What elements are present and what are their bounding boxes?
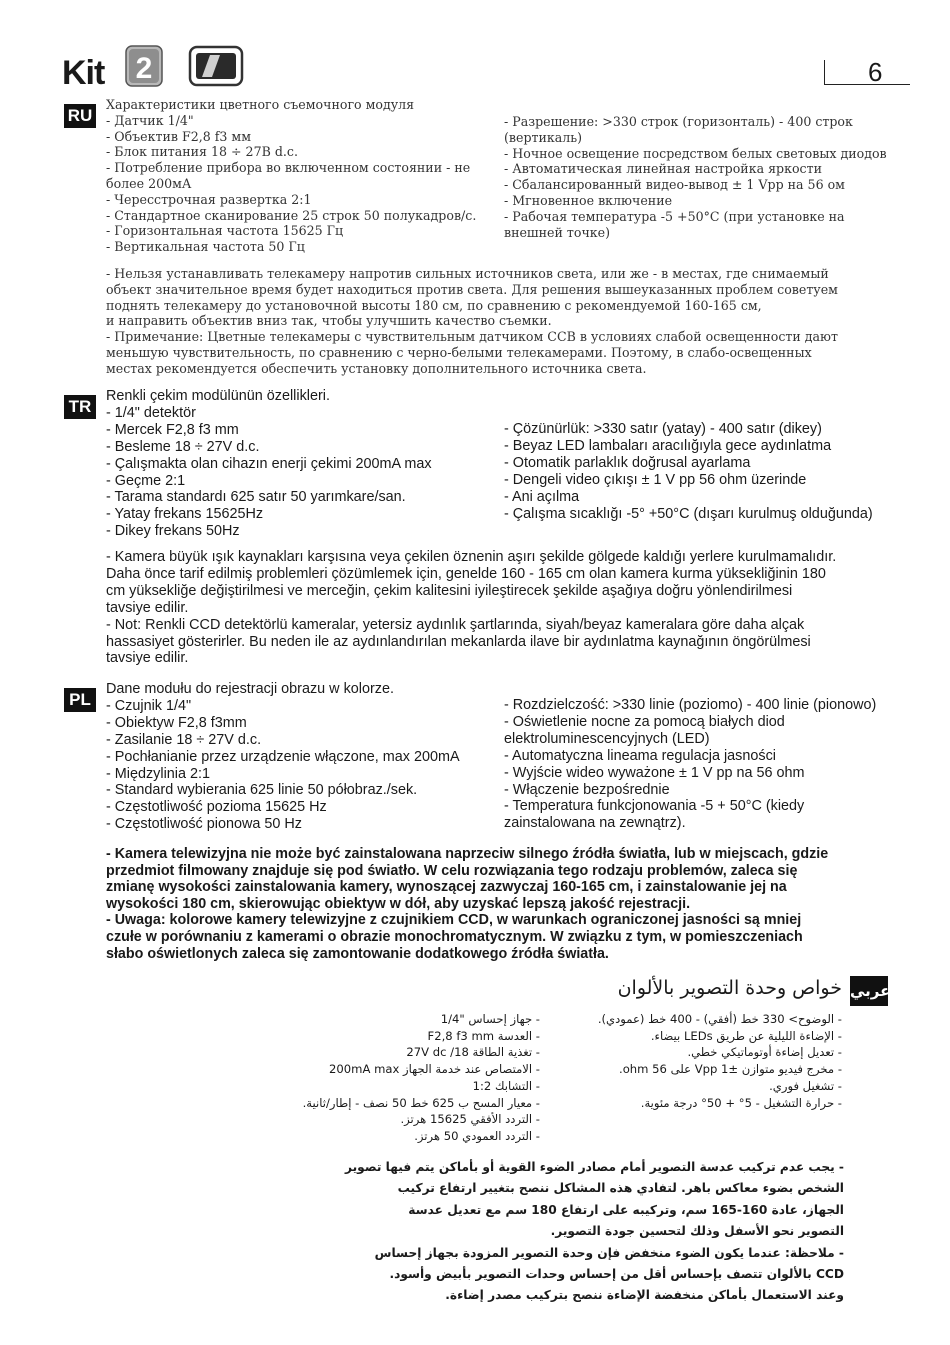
- tr-specs-left: [106, 388, 501, 540]
- lang-badge-tr: TR: [64, 395, 96, 419]
- spec-line: - Wyjście wideo wyważone ± 1 V pp na 56 ohm: [504, 764, 805, 781]
- note-line: - ملاحظة: عندما يكون الضوء منخفض فإن وحدة التصوير المزودة بجهاز إحساس: [374, 1245, 844, 1260]
- note-line: tavsiye edilir.: [106, 599, 189, 616]
- note-line: объект значительное время будет находиться против света. Для решения вышеуказанных проблем советуем: [106, 281, 838, 297]
- ar-specs-left: [570, 1011, 842, 1111]
- note-line: słabo oświetlonych zaleca się zamontowanie dodatkowego źródła światła.: [106, 945, 609, 962]
- spec-line: - Rozdzielczość: >330 linie (poziomo) - 400 linie (pionowo): [504, 697, 877, 713]
- spec-line: - Автоматическая линейная настройка яркости: [504, 161, 822, 177]
- spec-line: - التشابك 1:2: [472, 1078, 540, 1093]
- kit-label: Kit: [62, 54, 105, 92]
- spec-line: - Мгновенное включение: [504, 192, 673, 208]
- spec-line: - Włączenie bezpośrednie: [504, 781, 670, 798]
- spec-line: - Блок питания 18 ÷ 27В d.c.: [106, 144, 298, 160]
- spec-line: - Разрешение: >330 строк (горизонталь) - 400 строк: [504, 114, 853, 129]
- note-line: - يجب عدم تركيب عدسة التصوير أمام مصادر الضوء القوية أو بأماكن يتم فيها تصوير: [345, 1160, 844, 1174]
- spec-line: - تشغيل فوري.: [769, 1078, 842, 1093]
- note-line: Daha önce tarif edilmiş problemleri çözümlemek için, genelde 160 - 165 cm olan kamera kurma yüksekliğinin 180: [106, 565, 826, 582]
- spec-line: - Датчик 1/4": [106, 112, 194, 128]
- spec-line: - Сбалансированный видео-вывод ± 1 Vpp на 56 ом: [504, 177, 845, 193]
- spec-line: - 1/4" detektör: [106, 404, 196, 421]
- spec-line: - Standard wybierania 625 linie 50 półobraz./sek.: [106, 782, 418, 799]
- spec-line: - Çalışmakta olan cihazın enerji çekimi 200mA max: [106, 455, 432, 472]
- spec-line: - Вертикальная частота 50 Гц: [106, 239, 305, 255]
- note-line: - Kamera telewizyjna nie może być zainstalowana naprzeciw silnego źródła światła, lub w miejscach, gdzie: [106, 846, 829, 862]
- note-line: - Примечание: Цветные телекамеры с чувствительным датчиком CCB в условиях слабой освещенности дают: [106, 329, 838, 345]
- kit-icon: [124, 44, 246, 90]
- spec-line: - العدسة F2,8 f3 mm: [427, 1028, 540, 1043]
- note-line: czułe w porównaniu z kamerami o obrazie monochromatycznym. W związku z tym, w pomieszczeniach: [106, 928, 803, 945]
- note-line: cm yüksekliğe değiştirilmesi ve merceğin, çekim kalitesini iyileştirecek şekilde aşağıya doğru yönlendirilmesi: [106, 582, 793, 599]
- spec-line: - Çözünürlük: >330 satır (yatay) - 400 satır (dikey): [504, 421, 822, 437]
- spec-line: - Zasilanie 18 ÷ 27V d.c.: [106, 731, 262, 748]
- spec-line: - Dengeli video çıkışı ± 1 V pp 56 ohm üzerinde: [504, 471, 807, 488]
- spec-line: - الإضاءة الليلية عن طريق LEDs بيضاء.: [650, 1028, 842, 1043]
- spec-line: elektroluminescencyjnych (LED): [504, 730, 710, 747]
- spec-line: - Obiektyw F2,8 f3mm: [106, 714, 247, 731]
- lang-badge-ar: عربي: [850, 976, 888, 1006]
- note-line: الشخص بضوء معاكس باهر. لتفادي هذه المشاكل ننصح بتغيير ارتفاع تركيب: [397, 1181, 844, 1196]
- spec-line: - Ночное освещение посредством белых световых диодов: [504, 145, 887, 161]
- lang-badge-ru: RU: [64, 104, 96, 128]
- spec-line: - تغذية الطاقة 18/ 27V dc: [406, 1045, 540, 1060]
- header-divider: [824, 60, 825, 85]
- note-line: وعند الاستعمال بأماكن منخفضة الإضاءة ننصح بتركيب مصدر إضاءة.: [445, 1288, 844, 1303]
- ru-specs-right: [504, 114, 904, 240]
- spec-line: - Międzylinia 2:1: [106, 765, 210, 782]
- spec-line: - Yatay frekans 15625Hz: [106, 506, 264, 523]
- note-line: - Not: Renkli CCD detektörlü kameralar, yetersiz aydınlık şartlarında, siyah/beyaz kameralara göre daha alçak: [106, 616, 805, 633]
- spec-line: - Çalışma sıcaklığı -5° +50°C (dışarı kurulmuş olduğunda): [504, 505, 873, 522]
- spec-line: внешней точке): [504, 224, 611, 240]
- ru-notes: [106, 266, 906, 377]
- ar-specs-right: [280, 1011, 540, 1145]
- spec-line: zainstalowana na zewnątrz).: [504, 815, 686, 832]
- spec-line: - معيار المسح ب 625 خط 50 نصف - إطار/ثانية.: [302, 1095, 540, 1110]
- spec-line: - Стандартное сканирование 25 строк 50 полукадров/с.: [106, 207, 477, 223]
- spec-line: (вертикаль): [504, 129, 583, 145]
- spec-line: - Рабочая температура -5 +50°C (при установке на: [504, 208, 845, 224]
- spec-line: более 200мА: [106, 175, 192, 191]
- spec-line: - تعديل إضاءة أوتوماتيكي خطي.: [687, 1045, 842, 1060]
- note-line: التصوير نحو الأسفل وذلك لتحسين جودة التصوير.: [550, 1224, 844, 1239]
- ru-specs-left: [106, 97, 506, 255]
- note-line: и направить объектив вниз так, чтобы улучшить качество съемки.: [106, 313, 552, 329]
- spec-line: - Geçme 2:1: [106, 472, 186, 489]
- spec-line: - Dikey frekans 50Hz: [106, 523, 240, 540]
- spec-line: - Beyaz LED lambaları aracılığıyla gece aydınlatma: [504, 437, 832, 454]
- note-line: hassasiyet gösterirler. Bu neden ile az aydınlandırılan mekanlarda ilave bir aydınlatma kaynağının öngörülmesi: [106, 633, 811, 650]
- spec-line: - Oświetlenie nocne za pomocą białych diod: [504, 713, 785, 730]
- spec-line: - مخرج فيديو متوازن Vpp 1± على 56 ohm.: [619, 1062, 842, 1077]
- spec-line: - Automatyczna lineama regulacja jasności: [504, 747, 776, 764]
- spec-line: - الامتصاص عند خدمة الجهاز 200mA max: [329, 1062, 540, 1077]
- note-line: wysokości 180 cm, skierowując obiektyw w dół, aby uzyskać lepszą jakość rejestracji.: [106, 895, 691, 912]
- page-number: 6: [868, 57, 883, 87]
- spec-line: - التردد العمودي 50 هرتز.: [414, 1128, 540, 1143]
- note-line: местах рекомендуется обеспечить установку дополнительного источника света.: [106, 360, 647, 376]
- spec-line: - Temperatura funkcjonowania -5 + 50°C (kiedy: [504, 798, 805, 815]
- spec-line: - Mercek F2,8 f3 mm: [106, 421, 239, 438]
- spec-line: - Pochłanianie przez urządzenie włączone, max 200mA: [106, 748, 460, 765]
- ar-title: خواص وحدة التصوير بالألوان: [617, 977, 842, 999]
- spec-line: - Tarama standardı 625 satır 50 yarımkare/san.: [106, 489, 406, 506]
- pl-notes: [106, 846, 906, 962]
- tr-notes: [106, 549, 906, 667]
- spec-line: - Потребление прибора во включенном состоянии - не: [106, 160, 471, 176]
- spec-line: - حرارة التشغيل - 5° + 50° درجة مئوية.: [640, 1095, 842, 1110]
- spec-line: Dane modułu do rejestracji obrazu w kolorze.: [106, 681, 394, 697]
- header-underline: [824, 84, 910, 85]
- spec-line: - الوضوح> 330 خط (أفقي) - 400 خط (عمودي).: [597, 1012, 842, 1026]
- note-line: CCD بالألوان تتصف بإحساس أقل من إحساس وحدات التصوير بأبيض وأسود.: [389, 1267, 844, 1282]
- spec-line: Renkli çekim modülünün özellikleri.: [106, 388, 330, 404]
- spec-line: - Ani açılma: [504, 488, 580, 505]
- spec-line: - التردد الأفقي 15625 هرتز.: [400, 1112, 540, 1127]
- spec-line: - Częstotliwość pozioma 15625 Hz: [106, 799, 327, 816]
- tr-specs-right: [504, 421, 899, 522]
- spec-line: - Чересстрочная развертка 2:1: [106, 191, 312, 207]
- note-line: - Kamera büyük ışık kaynakları karşısına veya çekilen öznenin aşırı şekilde gölgede kaldığı yerlere kurulmamalıdır.: [106, 549, 837, 565]
- spec-line: - Częstotliwość pionowa 50 Hz: [106, 816, 302, 833]
- kit-number: 2: [135, 52, 153, 85]
- note-line: tavsiye edilir.: [106, 650, 189, 667]
- spec-line: - Besleme 18 ÷ 27V d.c.: [106, 438, 260, 455]
- spec-line: - Объектив F2,8 f3 мм: [106, 128, 251, 144]
- spec-line: - Горизонтальная частота 15625 Гц: [106, 223, 344, 239]
- ar-notes: [300, 1157, 844, 1307]
- spec-line: - Otomatik parlaklık doğrusal ayarlama: [504, 454, 751, 471]
- note-line: przedmiot filmowany znajduje się pod światło. W celu rozwiązania tego rodzaju problemów, zaleca się: [106, 862, 798, 879]
- note-line: - Нельзя устанавливать телекамеру напротив сильных источников света, или же - в местах, где снимаемый: [106, 266, 829, 281]
- spec-line: - جهاز إحساس "1/4: [440, 1012, 540, 1026]
- note-line: - Uwaga: kolorowe kamery telewizyjne z czujnikiem CCD, w warunkach ograniczonej jasności są mniej: [106, 912, 802, 929]
- note-line: меньшую чувствительность, по сравнению с черно-белыми телекамерами. Поэтому, в слабо-освещенных: [106, 344, 812, 360]
- spec-line: Характеристики цветного съемочного модуля: [106, 97, 415, 112]
- pl-specs-right: [504, 697, 904, 832]
- lang-badge-pl: PL: [64, 688, 96, 712]
- pl-specs-left: [106, 681, 501, 833]
- note-line: поднять телекамеру до установочной высоты 180 см, по сравнению с рекомендуемой 160-165 см,: [106, 297, 762, 313]
- note-line: zmianę wysokości zainstalowania kamery, wynoszącej zazwyczaj 160-165 cm, i zainstalowanie jej na: [106, 879, 787, 896]
- note-line: الجهاز، عادة 160-165 سم، وتركيبه على ارتفاع 180 سم مع تعديل عدسة: [408, 1202, 844, 1217]
- spec-line: - Czujnik 1/4": [106, 697, 192, 714]
